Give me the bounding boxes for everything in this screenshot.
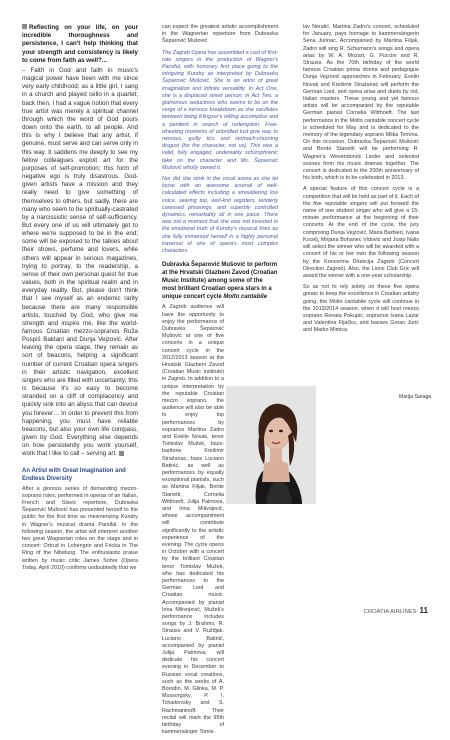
review-quote — [162, 50, 278, 256]
body-paragraph: So as not to rely solely on these five opera greats to keep the excellence in Croatian artistry going, the Molto cantabile cycle will continue in the 2013/2014 season, when it will host mezzo soprano Renata Pokupić, sopranos Ivana Lazar and Valentina Fijačko, and basses Goran Jurić and Marko Mimica. — [303, 284, 419, 334]
square-bullet-icon — [22, 24, 27, 29]
page-number: 11 — [419, 606, 428, 615]
column-left — [22, 24, 138, 576]
column-middle — [162, 24, 278, 740]
quote-paragraph: The Zagreb Opera has assembled a cast of first-rate singers in the production of Wagner's Parsifal, with honorary first place going to the intriguing Kundry as interpreted by Dubravka Šeparović Mušović. She is an artist of great imagination and infinite versatility. In Act One, she is a displaced street person; in Act Two, a glamorous seductress who seems to be on the verge of a nervous breakdown as she vacillates between being Klingsor's willing accomplice and a penitent in search of redemption. Free-wheeling moments of unbridled lust give way to nervous, guilty tics and stomach-churning disgust (for the character, not us). This was a valid, fully engaged, undeniably schizophrenic take on the character and Ms. Šeparović Mušović wholly owned it. — [162, 49, 278, 171]
interview-question: Reflecting on your life, on your incredible thoroughness and persistence, I can't help thinking that your strength and consistency is likely to come from faith as well?... — [22, 24, 138, 64]
body-paragraph: A Zagreb audience will have the opportunity to enjoy the performance of Dubravka Šeparović Mušović at one of five concerts in a unique concert cycle in the 2012/2013 season at the Hrvatski Glazbeni Zavod (Croatian Music Institute) in Zagreb. In addition to a unique interpretation by the reputable Croatian mezzo soprano, the audience will also be able to enjoy top performances by sopranos Martina Zadro and Evelin Novak, tenor Tomislav Mužek, bass-baritone Krešimir Stražanac, bass Luciano Batinić, as well as performances by equally exceptional pianists, such as Martina Filjak, Borde Stanetti, Cornelia Witthoeft, Julija Palmova, and Irina Milivojević, whose accompaniment will contribute significantly to the artistic experience of the evening. The cycle opens in October with a concert by the brilliant Croatian tenor Tomislav Mužek, who has dedicated his performances to the German Lied and Croatian music. Accompanied by pianist Irina Milivojević, Mužek's performance includes songs by J. Brahms, R. Strauss and V. Ružđjak. Luciano Batinić, accompanied by pianist Julija Palmova, will dedicate his concert evening in December to Russian vocal creations, such as the works of A. Borodin, M. Glinka, M. P. Mussorgsky, P. I. Tchaikovsky and S. Rachmaninoff. Their recital will mark the 95th birthday of kammersänger Tomis- — [162, 304, 224, 736]
column-right — [303, 24, 419, 339]
portrait-image — [226, 386, 316, 504]
page-footer — [364, 606, 428, 615]
portrait-photo — [226, 386, 316, 504]
quote-paragraph: Nor did she stink in the vocal arena as she let loose with an awesome arsenal of well-calculated effects including a smouldering low voice, searing top, well-knit registers, tenderly caressed phrasings, and superbly controlled dynamics, remarkably all in one piece. There was not a moment that she was not invested in the emotional truth of Kundry's musical lines as she fully immersed herself in a highly personal traversal of one of opera's most complex characters. — [162, 176, 278, 255]
section-heading: Dubravka Šeparović Mušović to perform at the Hrvatski Glazbeni Zavod (Croatian Music Institute) among some of the most brilliant Croatian opera stars in a unique concert cycle Molto cantabile — [162, 262, 278, 301]
section-heading: An Artist with Great Imagination and Endless Diversity — [22, 467, 126, 482]
end-mark-icon — [119, 451, 124, 456]
body-paragraph: can expect the greatest artistic accomplishment in the Wagnerian repertoire from Dubravka Šeparović Mušović. — [162, 24, 278, 45]
author-byline: Marija Saraga — [399, 394, 432, 400]
footer-label: CROATIA AIRLINES — [363, 609, 417, 615]
body-paragraph: lav Neralić. Martina Zadro's concert, scheduled for January, pays homage to kammersängerin Sena Jurinac. Accompanied by Martina Filjak, Zadro will sing R. Schumann's songs and opera arias by W. A. Mozart, G. Puccini and R. Strauss. As the 70th birthday of the world famous Croatian prima donna and pedagogue Dunja Vejzović approaches in February, Evelin Novak and Krešimir Stražanac will perform the German Lied, and opera arias and duets by old, Italian masters. These young and yet famous artists will be accompanied by the reputable German pianist Cornelia Witthoeft. The last performance in the Molto cantabile concert cycle is scheduled for May and is dedicated to the memory of the legendary soprano Milka Ternina. On this occasion, Dubravka Šeparović Mušović and Borde Stanetti will be performing R. Wagner's Wesendonck Lieder and selected scenes from his music dramas together. The concert is dedicated to the 200th anniversary of his birth, which is to be celebrated in 2013. — [303, 24, 419, 182]
body-paragraph: A special feature of this concert cycle is a competition that will be held as part of it. Each of the five reputable singers will put forward the name of one student singer who will give a 15-minute performance at the beginning of their concerts. At the end of the cycle, the jury comprising Dunja Vejzović, Maria Barbieri, Ivana Kocelj, Mirjana Bohanec Vidović and Josip Nalis will select the winner who will be awarded with a concert of his or her own the following season by the Koncertna Direkcija Zagreb (Concert Direction Zagreb). Also, the Lions Club Gric will award the winner with a one-year scholarship. — [303, 186, 419, 279]
body-paragraph: After a glorious series of demanding mezzo-soprano roles, performed in operas of an Italian, French and Slavic repertoire, Dubravka Šeparović Mušović has presented herself to the public for the first time as mesmerizing Kundry in Wagner's musical drama Parsifal. In the following season, the artist will interpret another two great Wagnerian roles on the stage and in concert: Ortrud in Lohengrin and Fricka in The Ring of the Nibelung. The enthusiastic praise written by music critic James Sohre (Opera Today, April 2010) confirms undoubtedly that we — [22, 485, 138, 571]
interview-answer: – Faith in God and faith in music's magical power have been with me since very early childhood; as a little girl, I sang in a church and played cello in a quartet; back then, I had a vague notion that every true artist was merely a spiritual channel through which the word of God pours down onto the earth, to all people. And this is why I believe that any artist, if genuine, must serve and can serve only in this way. It saddens me deeply to see my fellow colleagues exploit art for the purposes of self-promotion; this form of negative ego is truly disastrous. God-given artists have a mission and they really need to give something of themselves to others, but sadly, there are many who seem to be spiritually-castrated by a narcissistic sense of self-sufficiency. But every one of us will ultimately get to where we're supposed to be in the end; some will be exposed to the talkies about their shows, perfume and lovers, while others will appear in serious magazines, trying to portray, to the readership, a sense of their own personal quest for true values, both in the spiritual realm and in everyday reality. But, please don't think that I see myself as an endemic rarity because there are many responsible artists, touched by God, who give me strength and inspire me, like the world-famous Croatian mezzo-sopranos Ruža Pospiš Baldani and Dunja Vejzović. After leaving the opera stage, they remain as sort of beacons, helping a significant number of current Croatian opera singers in their artistic navigation, excellent singers who are filled with uncertainty; this is because it's so easy to become stranded on a cliff of complacency and quickly sink into an abyss that can devour you forever… In order to prevent this from happening, you must have reliable beacons, but also your own life compass, given by God. Everything else depends on how persistently you work yourself, work that I like to call – serving art. — [22, 67, 138, 458]
